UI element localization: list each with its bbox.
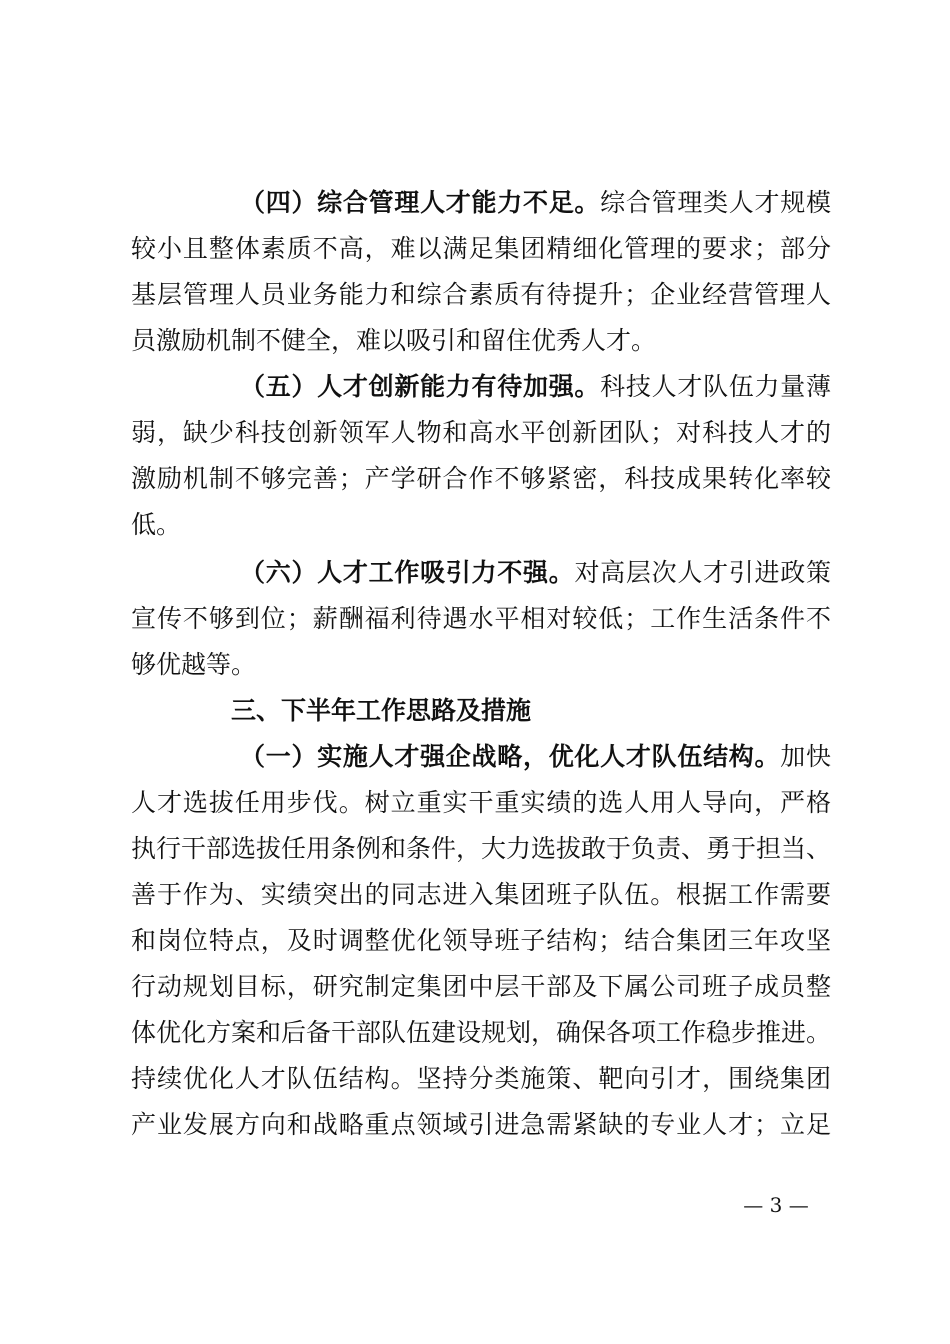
paragraph-line: 和岗位特点，及时调整优化领导班子结构；结合集团三年攻坚: [131, 926, 831, 955]
paragraph-line: [240, 364, 831, 410]
paragraph-line: 基层管理人员业务能力和综合素质有待提升；企业经营管理人: [131, 280, 831, 309]
paragraph-line: 执行干部选拔任用条例和条件，大力选拔敢于负责、勇于担当、: [131, 834, 831, 863]
paragraph-line: [240, 734, 831, 780]
paragraph-line: [240, 550, 831, 596]
paragraph-line: 产业发展方向和战略重点领域引进急需紧缺的专业人才；立足: [131, 1110, 831, 1139]
paragraph-line: 弱，缺少科技创新领军人物和高水平创新团队；对科技人才的: [131, 418, 831, 447]
paragraph-line: 员激励机制不健全，难以吸引和留住优秀人才。: [131, 326, 657, 355]
section-lead: （四）综合管理人才能力不足。: [240, 188, 601, 217]
page-number: — 3 —: [743, 1193, 809, 1217]
line-text: 对高层次人才引进政策: [574, 558, 831, 587]
paragraph-line: 够优越等。: [131, 650, 257, 679]
line-text: 加快: [780, 742, 831, 771]
paragraph-line: [240, 180, 831, 226]
paragraph-line: 体优化方案和后备干部队伍建设规划，确保各项工作稳步推进。: [131, 1018, 831, 1047]
paragraph-line: 人才选拔任用步伐。树立重实干重实绩的选人用人导向，严格: [131, 788, 831, 817]
section-lead: （五）人才创新能力有待加强。: [240, 372, 601, 401]
line-text: 综合管理类人才规模: [600, 188, 831, 217]
section-lead: （六）人才工作吸引力不强。: [240, 558, 575, 587]
paragraph-line: 宣传不够到位；薪酬福利待遇水平相对较低；工作生活条件不: [131, 604, 831, 633]
paragraph-line: 善于作为、实绩突出的同志进入集团班子队伍。根据工作需要: [131, 880, 831, 909]
paragraph-line: 低。: [131, 510, 182, 539]
line-text: 科技人才队伍力量薄: [600, 372, 831, 401]
paragraph-line: 行动规划目标，研究制定集团中层干部及下属公司班子成员整: [131, 972, 831, 1001]
paragraph-line: 较小且整体素质不高，难以满足集团精细化管理的要求；部分: [131, 234, 831, 263]
paragraph-line: 持续优化人才队伍结构。坚持分类施策、靶向引才，围绕集团: [131, 1064, 831, 1093]
section-lead: （一）实施人才强企战略，优化人才队伍结构。: [240, 742, 781, 771]
paragraph-line: 激励机制不够完善；产学研合作不够紧密，科技成果转化率较: [131, 464, 831, 493]
section-heading: 三、下半年工作思路及措施: [231, 696, 532, 725]
